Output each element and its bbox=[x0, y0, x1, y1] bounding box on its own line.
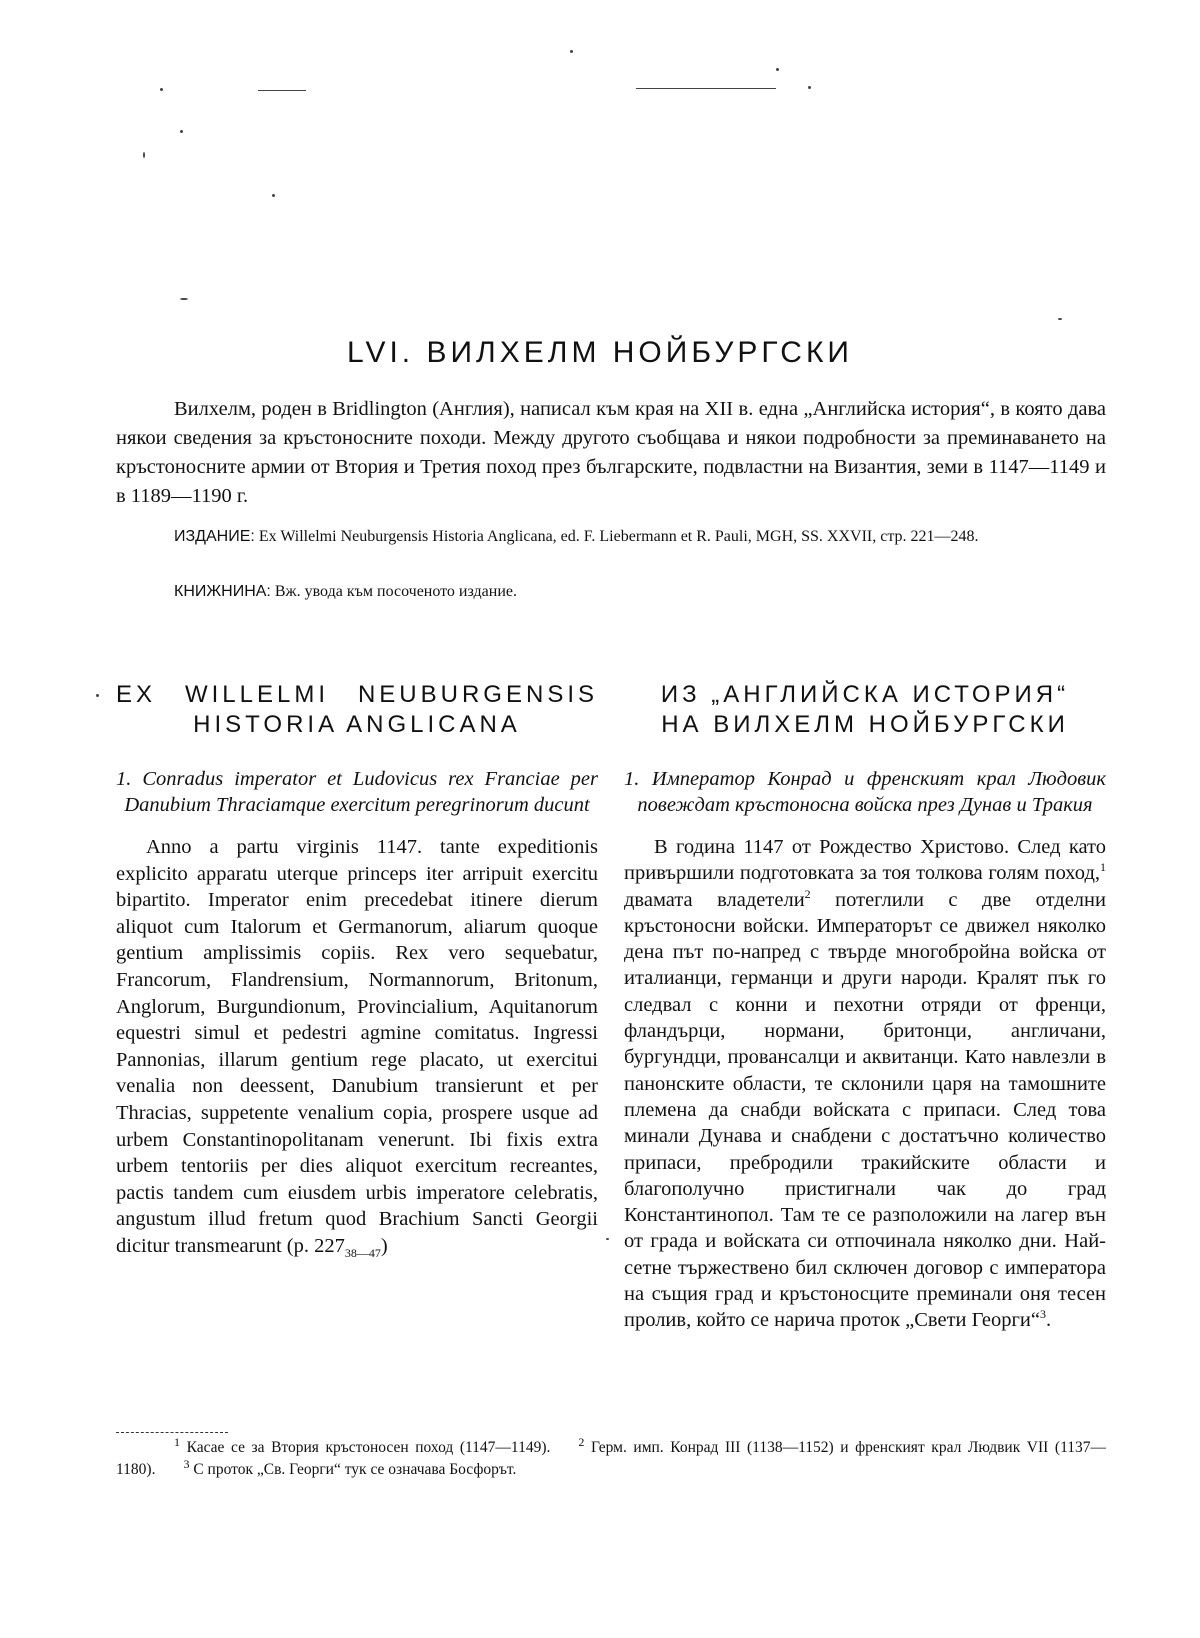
latin-column bbox=[116, 680, 598, 1260]
scan-speck bbox=[160, 88, 163, 91]
latin-reference bbox=[286, 1234, 388, 1260]
footnote-2-text: Герм. имп. Конрад III (1138—1152) и френският крал Людвик VII (1137—1180). bbox=[116, 1439, 1106, 1478]
scan-speck bbox=[180, 298, 188, 300]
scan-speck bbox=[143, 152, 145, 158]
footnote-2-number: 2 bbox=[578, 1434, 585, 1449]
footnote-divider bbox=[116, 1432, 228, 1433]
bulgarian-body bbox=[624, 834, 1106, 1334]
edition-text: Ex Willelmi Neuburgensis Historia Anglicana, ed. F. Liebermann et R. Pauli, MGH, SS. XXVII, стр. 221—248. bbox=[254, 528, 979, 545]
bulgarian-body-end: . bbox=[1046, 1309, 1052, 1332]
latin-heading-line2: HISTORIA ANGLICANA bbox=[193, 711, 521, 738]
literature-text: Вж. увода към посоченото издание. bbox=[270, 583, 517, 600]
bulgarian-body-part3: потеглили с две отделни кръстоносни войски. Императорът се движел няколко дена път по-напред с твърде многобройна войска от италианци, германци и други народи. Кралят пък го следвал с конни и пехотни отряди от френци, фландърци, нормани, бритонци, англичани, бургундци, провансалци и аквитанци. Като навлезли в панонските области, те склонили царя на тамошните племена да снабди войската с припаси. След това минали Дунава и снабдени с достатъчно количество припаси, пребродили тракийските области и благополучно пристигнали чак до град Константинопол. Там те се разположили на лагер вън от града и войската си отпочинала няколко дни. Най-сетне тържествено бил сключен договор с императора на същия град и кръстоносците преминали оня тесен пролив, който се нарича проток „Свети Георги“ bbox=[624, 888, 1106, 1332]
footnotes bbox=[116, 1434, 1106, 1481]
edition-label: ИЗДАНИЕ: bbox=[174, 528, 255, 545]
scan-speck bbox=[808, 86, 811, 89]
footnote-1 bbox=[174, 1434, 551, 1456]
scan-speck bbox=[1058, 318, 1062, 320]
latin-ref-close: ) bbox=[380, 1234, 388, 1257]
bulgarian-heading bbox=[624, 680, 1106, 740]
edition-note bbox=[116, 525, 1106, 549]
latin-subheading: 1. Conradus imperator et Ludovicus rex Franciae per Danubium Thraciamque exercitum peregrinorum ducunt bbox=[116, 768, 598, 816]
footnote-ref-1[interactable]: 1 bbox=[1100, 860, 1106, 875]
scan-speck bbox=[272, 194, 275, 197]
footnote-1-text: Касае се за Втория кръстоносен поход (1147—1149). bbox=[180, 1439, 551, 1456]
latin-heading bbox=[116, 680, 598, 740]
bulgarian-body-part2: двамата владетели bbox=[624, 888, 805, 911]
literature-note bbox=[116, 580, 1106, 604]
scan-speck bbox=[606, 1238, 609, 1240]
scan-speck bbox=[180, 130, 183, 133]
latin-ref-lines: 38—47 bbox=[344, 1246, 381, 1260]
footnote-1-number: 1 bbox=[174, 1434, 180, 1449]
latin-ref-open: (p. 227 bbox=[286, 1234, 345, 1257]
footnote-3-text: С проток „Св. Георги“ тук се означава Босфорът. bbox=[189, 1461, 517, 1478]
bulgarian-subheading: 1. Император Конрад и френският крал Людовик повеждат кръстоносна войска през Дунав и Тракия bbox=[624, 768, 1106, 816]
scan-speck bbox=[636, 88, 776, 89]
footnote-3-number: 3 bbox=[183, 1456, 190, 1471]
intro-paragraph: Вилхелм, роден в Bridlington (Англия), написал към края на XII в. една „Английска история“, в която дава някои сведения за кръстоносните походи. Между другото съобщава и някои подробности за преминаването на кръстоносните армии от Втория и Третия поход през българските, подвластни на Византия, земи в 1147—1149 и в 1189—1190 г. bbox=[116, 398, 1106, 507]
latin-heading-line1: EX WILLELMI NEUBURGENSIS bbox=[116, 681, 598, 708]
latin-body-text: Anno a partu virginis 1147. tante expeditionis explicito apparatu uterque princeps iter arripuit exercitu bipartito. Imperator enim precedebat itinere dierum aliquot cum Italorum et Germanorum, aliarum quoque gentium amplissimis copiis. Rex vero sequebatur, Francorum, Flandrensium, Normannorum, Britonum, Anglorum, Burgundionum, Provincialium, Aquitanorum equestri simul et pedestri agmine comitatus. Ingressi Pannonias, illarum gentium rege placato, ut exercitui venalia non deessent, Danubium transierunt et per Thracias, suppetente venalium copia, prospere usque ad urbem Constantinopolitanam venerunt. Ibi fixis extra urbem tentoriis per dies aliquot exercitum recreantes, pactis tandem cum eiusdem urbis imperatore celebratis, angustum illud fretum quod Brachium Sancti Georgii dicitur transmearunt bbox=[116, 836, 598, 1257]
scan-speck bbox=[96, 694, 99, 697]
footnote-3 bbox=[183, 1456, 517, 1478]
bulgarian-column bbox=[624, 680, 1106, 1334]
footnote-ref-3[interactable]: 3 bbox=[1040, 1307, 1047, 1322]
latin-body bbox=[116, 834, 598, 1260]
bulgarian-heading-line1: ИЗ „АНГЛИЙСКА ИСТОРИЯ“ bbox=[660, 681, 1070, 708]
scan-speck bbox=[258, 90, 306, 91]
bulgarian-heading-line2: НА ВИЛХЕЛМ НОЙБУРГСКИ bbox=[661, 711, 1069, 738]
footnote-ref-2[interactable]: 2 bbox=[804, 886, 811, 901]
scan-speck bbox=[776, 68, 779, 71]
literature-label: КНИЖНИНА: bbox=[174, 583, 271, 600]
scan-speck bbox=[570, 50, 573, 53]
chapter-title: LVI. ВИЛХЕЛМ НОЙБУРГСКИ bbox=[347, 336, 853, 369]
bulgarian-body-part1: В година 1147 от Рождество Христово. След като привършили подготовката за тоя толкова голям поход, bbox=[624, 836, 1106, 885]
